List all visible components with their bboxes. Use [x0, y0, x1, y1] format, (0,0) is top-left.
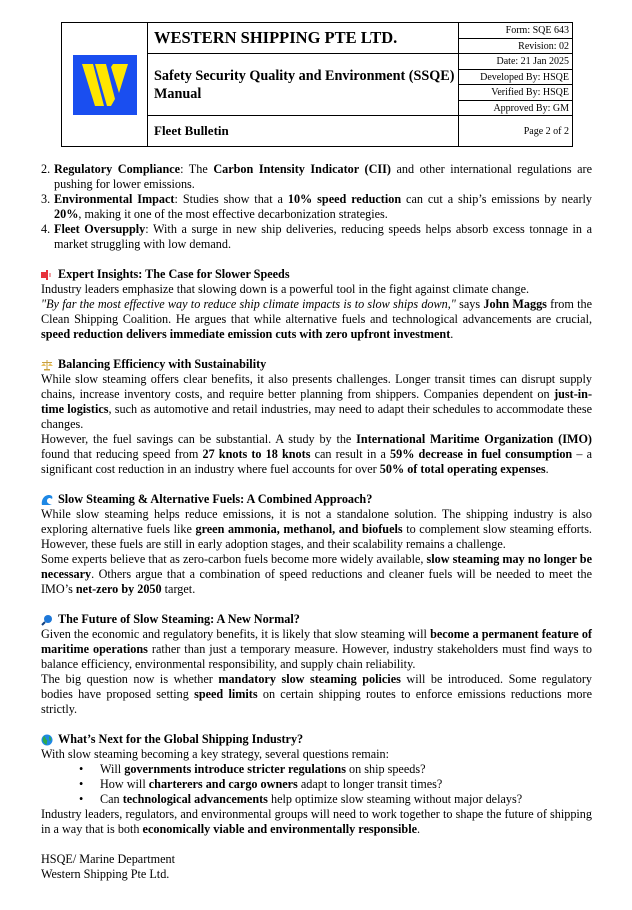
paragraph — [41, 672, 592, 717]
wave-icon — [41, 494, 53, 506]
emphasis: technological advancements — [122, 792, 268, 806]
magnifier-icon — [41, 614, 53, 626]
emphasis: governments introduce stricter regulations — [124, 762, 346, 776]
list-term: Fleet Oversupply — [54, 222, 146, 236]
list-item — [41, 222, 592, 252]
text: says — [455, 297, 484, 311]
company-name: WESTERN SHIPPING PTE LTD. — [148, 23, 458, 54]
meta-verified-by: Verified By: HSQE — [459, 85, 572, 101]
list-term: Environmental Impact — [54, 192, 175, 206]
paragraph — [41, 297, 592, 342]
quote: "By far the most effective way to reduce ship climate impacts is to slow ships down," — [41, 297, 456, 311]
list-item — [41, 762, 592, 777]
bullet-list — [41, 762, 592, 807]
text: Some experts believe that as zero-carbon fuels become more widely available, — [41, 552, 427, 566]
text: , such as automotive and retail industries, may need to adapt their schedules to accommodate these changes. — [41, 402, 592, 431]
form-meta — [459, 23, 572, 146]
text: Industry leaders, regulators, and environmental groups will need to work together to shape the future of shipping in a way that is both — [41, 807, 592, 836]
text: help optimize slow steaming without major delays? — [267, 792, 523, 806]
section-heading — [41, 492, 592, 507]
manual-title: Safety Security Quality and Environment (SSQE) Manual — [148, 54, 458, 116]
bullet-icon: • — [79, 777, 84, 791]
list-text — [54, 162, 592, 192]
section-heading — [41, 357, 592, 372]
megaphone-icon — [41, 269, 53, 281]
header-titles — [148, 23, 459, 146]
text: While slow steaming offers clear benefits, it also presents challenges. Longer transit times can disrupt supply chains, increase inventory costs, and require better planning from shippers. Companies dependent on — [41, 372, 592, 401]
company-logo — [73, 55, 137, 115]
bullet-icon: • — [79, 792, 84, 806]
section-heading — [41, 267, 592, 282]
meta-form: Form: SQE 643 — [459, 23, 572, 39]
text: adapt to longer transit times? — [297, 777, 443, 791]
list-number: 2. — [41, 162, 51, 176]
emphasis: economically viable and environmentally responsible — [142, 822, 418, 836]
text: – a significant cost reduction in an industry where fuel accounts for over — [41, 447, 592, 476]
w-logo-icon — [80, 61, 130, 109]
bulletin-label: Fleet Bulletin — [154, 123, 229, 138]
list-text — [100, 792, 522, 807]
text: found that reducing speed from — [41, 447, 203, 461]
meta-date: Date: 21 Jan 2025 — [459, 54, 572, 70]
bulletin-body — [41, 162, 592, 882]
section-heading — [41, 732, 592, 747]
emphasis: mandatory slow steaming policies — [218, 672, 401, 686]
emphasis: 10% speed reduction — [287, 192, 402, 206]
section-balancing — [41, 357, 592, 477]
list-item — [41, 192, 592, 222]
emphasis: International Maritime Organization (IMO) — [356, 432, 592, 446]
paragraph — [41, 372, 592, 432]
text: : Studies show that a — [174, 192, 288, 206]
emphasis: 50% of total operating expenses — [379, 462, 546, 476]
emphasis: speed reduction delivers immediate emission cuts with zero upfront investment — [41, 327, 451, 341]
text: Can — [100, 792, 123, 806]
text: . — [450, 327, 454, 341]
section-title: Balancing Efficiency with Sustainability — [58, 357, 267, 371]
emphasis: just-in-time logistics — [41, 387, 592, 416]
page-number-text: Page 2 of 2 — [523, 125, 569, 137]
meta-developed-by: Developed By: HSQE — [459, 70, 572, 86]
text: The big question now is whether — [41, 672, 219, 686]
globe-icon — [41, 734, 53, 746]
text: will be introduced. Some regulatory bodies have proposed setting — [41, 672, 592, 701]
text: However, the fuel savings can be substantial. A study by the — [41, 432, 357, 446]
text: Given the economic and regulatory benefits, it is likely that slow steaming will — [41, 627, 431, 641]
section-title: The Future of Slow Steaming: A New Normal? — [58, 612, 300, 626]
text: : The — [180, 162, 214, 176]
meta-revision: Revision: 02 — [459, 39, 572, 55]
paragraph — [41, 627, 592, 672]
paragraph: Industry leaders emphasize that slowing down is a powerful tool in the fight against climate change. — [41, 282, 530, 296]
list-text — [100, 762, 426, 777]
list-item — [41, 162, 592, 192]
section-title: What’s Next for the Global Shipping Industry? — [58, 732, 304, 746]
list-text — [100, 777, 442, 792]
text: , making it one of the most effective decarbonization strategies. — [78, 207, 388, 221]
list-term: Regulatory Compliance — [54, 162, 181, 176]
emphasis: 20% — [54, 207, 79, 221]
section-title: Slow Steaming & Alternative Fuels: A Combined Approach? — [58, 492, 373, 506]
emphasis: 59% decrease in fuel consumption — [390, 447, 573, 461]
list-item — [41, 792, 592, 807]
logo-cell — [62, 23, 148, 146]
text: . Others argue that a combination of speed reductions and cleaner fuels will be needed to meet the IMO’s — [41, 567, 592, 596]
text: and other international regulations are pushing for lower emissions. — [54, 162, 592, 191]
emphasis: net-zero by 2050 — [75, 582, 162, 596]
numbered-list — [41, 162, 592, 252]
meta-approved-by: Approved By: GM — [459, 101, 572, 117]
section-expert-insights — [41, 267, 592, 342]
text: on ship speeds? — [345, 762, 426, 776]
section-future — [41, 612, 592, 717]
person-name: John Maggs — [483, 297, 547, 311]
emphasis: slow steaming may no longer be necessary — [41, 552, 592, 581]
paragraph: With slow steaming becoming a key strategy, several questions remain: — [41, 747, 390, 761]
text: on certain shipping routes to enforce emissions reductions more strictly. — [41, 687, 592, 716]
text: target. — [161, 582, 196, 596]
paragraph — [41, 552, 592, 597]
paragraph — [41, 807, 592, 837]
emphasis: Carbon Intensity Indicator (CII) — [213, 162, 391, 176]
text: from the Clean Shipping Coalition. He argues that while alternative fuels and technological advancements are crucial, — [41, 297, 592, 326]
text: How will — [100, 777, 149, 791]
emphasis: become a permanent feature of maritime operations — [41, 627, 592, 656]
section-whats-next — [41, 732, 592, 837]
text: can cut a ship’s emissions by nearly — [401, 192, 593, 206]
paragraph — [41, 432, 592, 477]
emphasis: 27 knots to 18 knots — [202, 447, 311, 461]
list-text — [54, 222, 592, 252]
document-header — [61, 22, 573, 147]
list-text — [54, 192, 592, 222]
emphasis: speed limits — [194, 687, 258, 701]
section-heading — [41, 612, 592, 627]
bullet-icon: • — [79, 762, 84, 776]
text: rather than just a temporary measure. However, industry stakeholders must find ways to balance efficiency, environmental responsibility, and supply chain reliability. — [41, 642, 592, 671]
signature-department: HSQE/ Marine Department — [41, 852, 176, 866]
text: to complement slow steaming efforts. However, these fuels are still in early adoption stages, and their scalability remains a challenge. — [41, 522, 592, 551]
emphasis: charterers and cargo owners — [148, 777, 298, 791]
section-alternative-fuels — [41, 492, 592, 597]
text: . — [545, 462, 549, 476]
text: . — [417, 822, 421, 836]
paragraph — [41, 507, 592, 552]
text: : With a surge in new ship deliveries, reducing speeds helps absorb excess tonnage in a market struggling with low demand. — [54, 222, 592, 251]
text: While slow steaming helps reduce emissions, it is not a standalone solution. The shipping industry is also exploring alternative fuels like — [41, 507, 592, 536]
scales-icon — [41, 359, 53, 371]
page-number — [459, 116, 572, 146]
list-number: 4. — [41, 222, 51, 236]
text: Will — [100, 762, 125, 776]
list-item — [41, 777, 592, 792]
text: can result in a — [310, 447, 390, 461]
list-number: 3. — [41, 192, 51, 206]
signature-company: Western Shipping Pte Ltd. — [41, 867, 170, 881]
signature-block — [41, 852, 592, 882]
emphasis: green ammonia, methanol, and biofuels — [195, 522, 403, 536]
section-title: Expert Insights: The Case for Slower Speeds — [58, 267, 290, 281]
